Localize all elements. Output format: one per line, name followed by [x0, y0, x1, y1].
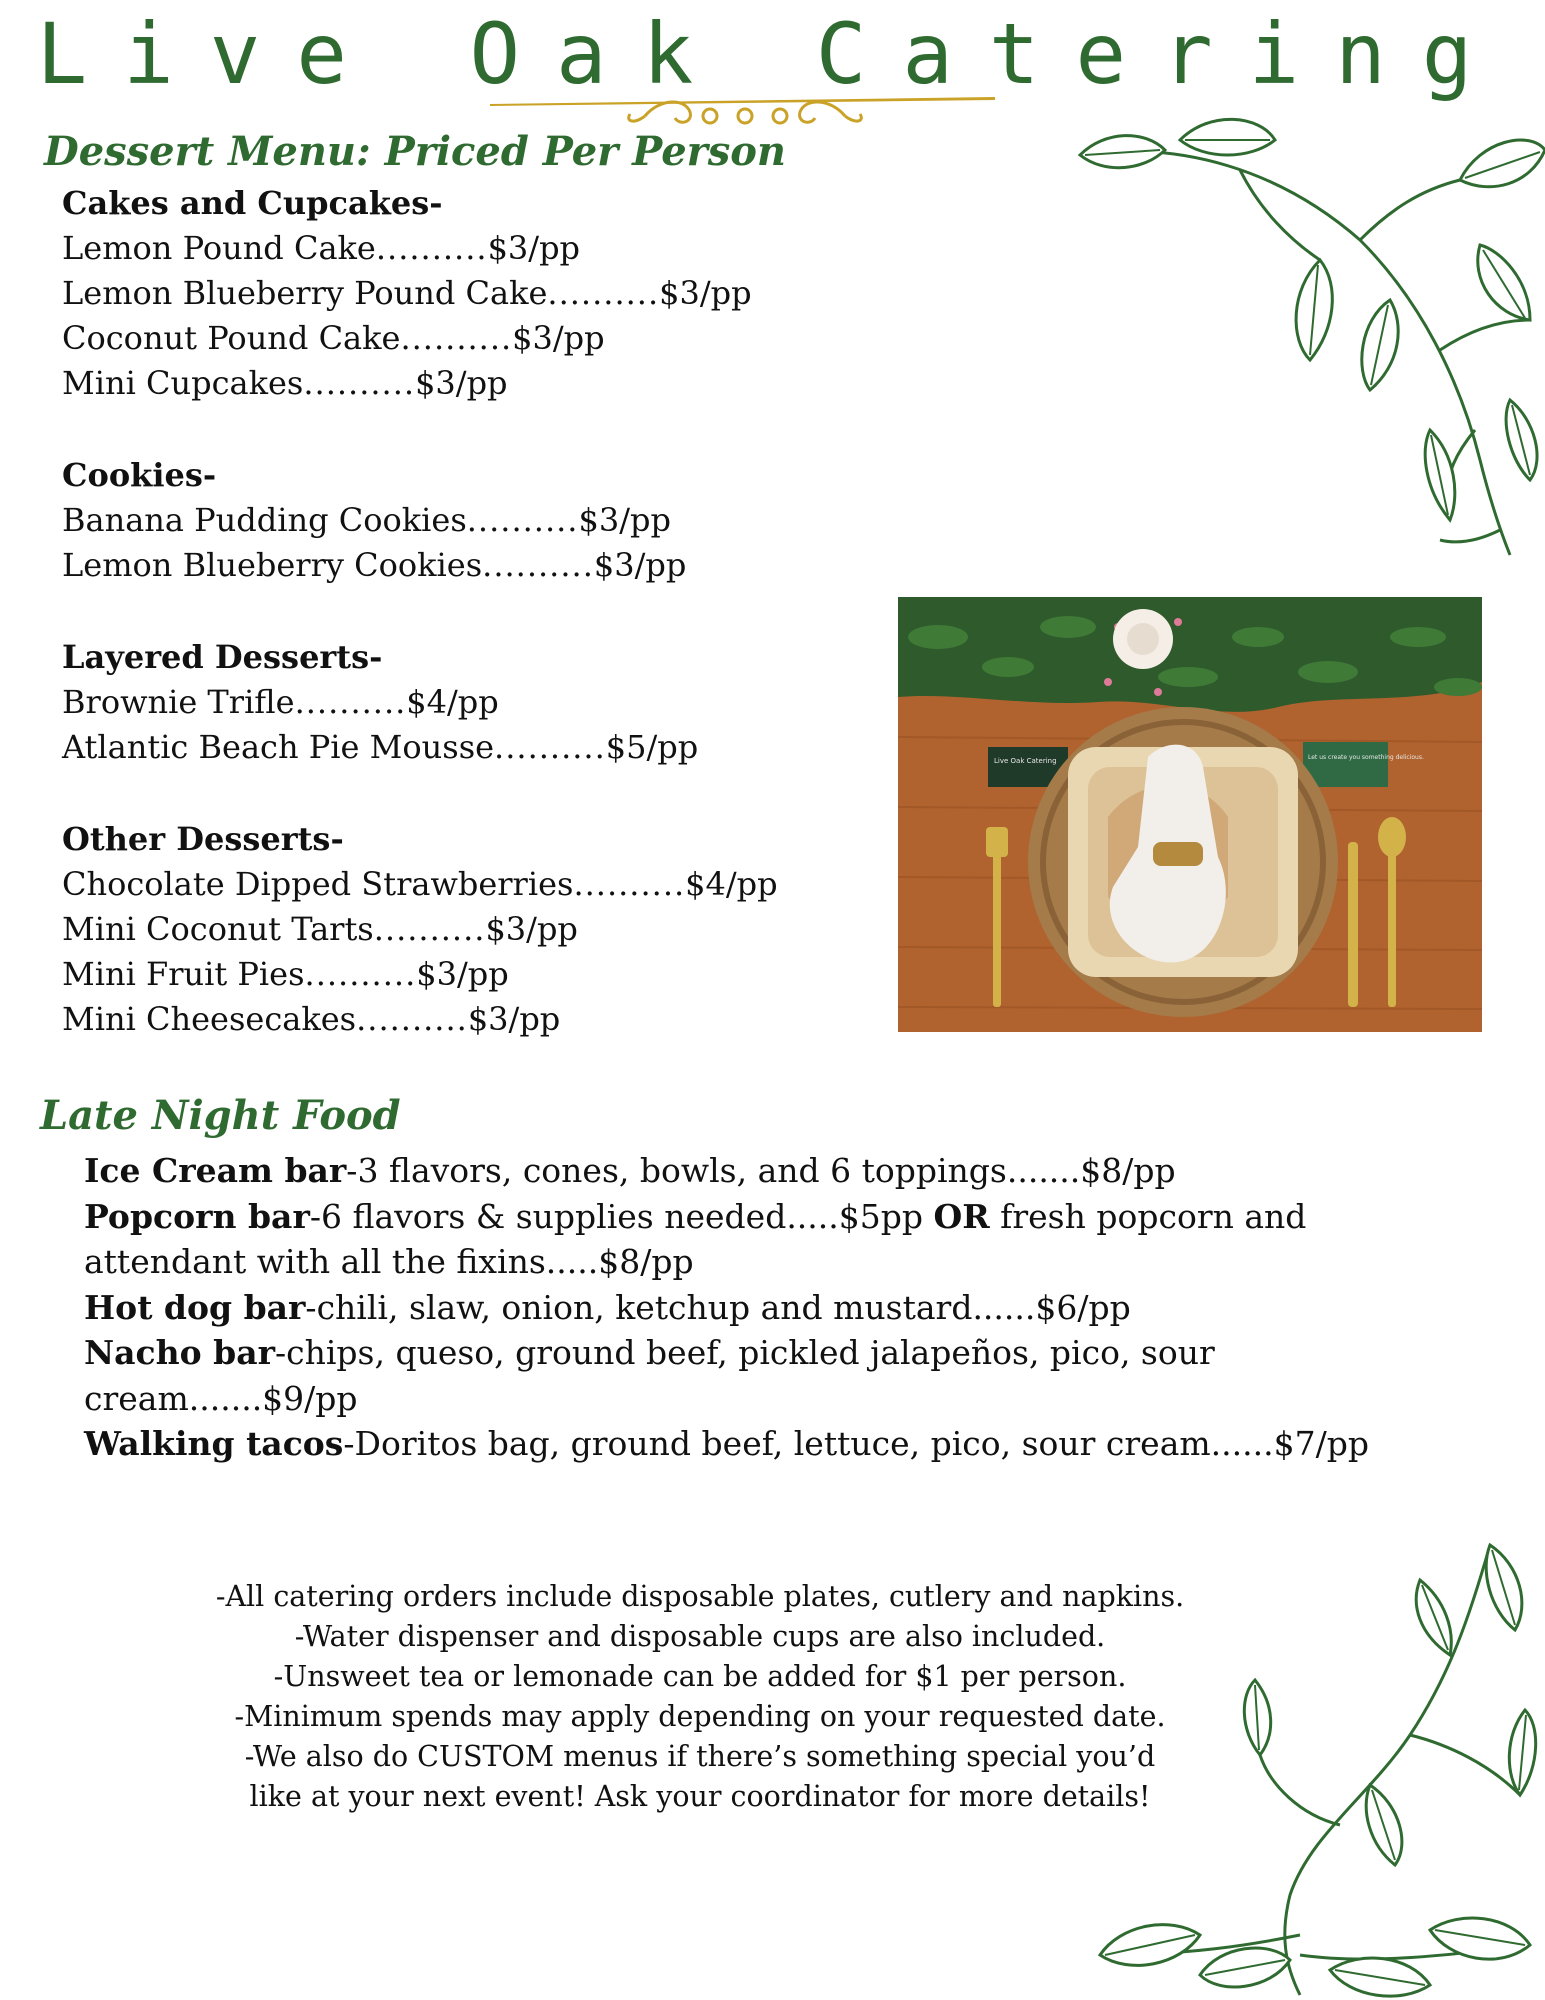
menu-item — [62, 543, 882, 588]
item-dots: .......... — [294, 683, 407, 721]
category-other — [62, 816, 882, 1042]
item-dots: .......... — [375, 229, 488, 267]
item-dots: .......... — [494, 728, 606, 766]
menu-item — [62, 271, 882, 316]
card-right-text: Let us create you something delicious. — [1308, 754, 1424, 761]
item-name: Popcorn bar — [84, 1196, 310, 1236]
menu-item — [62, 680, 882, 725]
note-line: -Unsweet tea or lemonade can be added for $1 per person. — [273, 1660, 1127, 1693]
item-dots: .......... — [466, 501, 579, 539]
item-dots: .......... — [482, 546, 594, 584]
item-description-2: fresh popcorn and attendant with all the fixins.....$8/pp — [84, 1196, 1307, 1281]
item-price: $3/pp — [415, 364, 508, 402]
item-price: $3/pp — [487, 229, 581, 267]
item-name: Lemon Pound Cake — [62, 229, 376, 267]
note-line: -All catering orders include disposable plates, cutlery and napkins. — [215, 1580, 1185, 1613]
item-dots: .......... — [400, 319, 513, 357]
item-name: Lemon Blueberry Cookies — [62, 546, 483, 584]
menu-item — [62, 862, 882, 907]
item-price: $3/pp — [485, 910, 578, 948]
item-description: -6 flavors & supplies needed.....$5pp — [309, 1196, 934, 1236]
menu-item — [62, 498, 882, 543]
vine-decoration-bottom — [1070, 1535, 1545, 2000]
gold-flourish-ornament — [485, 92, 1005, 132]
item-name: Mini Cheesecakes — [62, 1000, 357, 1038]
item-description: -chips, queso, ground beef, pickled jalapeños, pico, sour cream.......$9/pp — [84, 1333, 1215, 1418]
item-name: Hot dog bar — [84, 1287, 306, 1327]
note-line: like at your next event! Ask your coordinator for more details! — [249, 1780, 1151, 1813]
item-name: Atlantic Beach Pie Mousse — [62, 728, 495, 766]
category-title: Cakes and Cupcakes- — [62, 184, 443, 222]
category-title: Cookies- — [62, 456, 217, 494]
item-name: Walking tacos — [84, 1424, 344, 1463]
brand-title: Live Oak Catering — [36, 5, 1509, 103]
item-name: Ice Cream bar — [84, 1151, 347, 1190]
menu-item — [62, 997, 882, 1042]
menu-item — [62, 952, 882, 997]
card-left-text: Live Oak Catering — [994, 757, 1057, 765]
item-price: $3/pp — [512, 319, 605, 357]
late-night-item — [84, 1194, 1374, 1285]
item-name: Mini Cupcakes — [62, 364, 304, 402]
late-night-heading: Late Night Food — [40, 1092, 401, 1139]
item-dots: .......... — [573, 865, 686, 903]
item-dots: .......... — [356, 1000, 468, 1038]
category-title: Other Desserts- — [62, 820, 344, 858]
item-name: Banana Pudding Cookies — [62, 501, 467, 539]
menu-item — [62, 907, 882, 952]
item-name: Lemon Blueberry Pound Cake — [62, 274, 548, 312]
category-cookies — [62, 452, 882, 588]
item-price: $3/pp — [659, 274, 752, 312]
item-name: Nacho bar — [84, 1333, 275, 1372]
item-description: -chili, slaw, onion, ketchup and mustard......$6/pp — [305, 1287, 1131, 1327]
table-setting-photo — [898, 597, 1482, 1032]
menu-item — [62, 316, 882, 361]
item-dots: .......... — [303, 364, 416, 402]
item-name: Mini Fruit Pies — [62, 955, 305, 993]
menu-item — [62, 725, 882, 770]
vine-decoration-top — [1060, 100, 1545, 560]
menu-item — [62, 226, 882, 271]
item-price: $4/pp — [406, 683, 499, 721]
item-description: -3 flavors, cones, bowls, and 6 toppings.......$8/pp — [346, 1151, 1176, 1190]
note-line: -Minimum spends may apply depending on your requested date. — [234, 1700, 1166, 1733]
item-price: $3/pp — [416, 955, 509, 993]
note-line: -We also do CUSTOM menus if there’s something special you’d — [244, 1740, 1156, 1773]
item-name: Brownie Trifle — [62, 683, 295, 721]
late-night-item — [84, 1285, 1374, 1331]
item-price: $4/pp — [685, 865, 778, 903]
item-dots: .......... — [304, 955, 417, 993]
category-layered — [62, 634, 882, 770]
item-price: $3/pp — [578, 501, 671, 539]
dessert-menu-list — [62, 180, 882, 1088]
item-name: Coconut Pound Cake — [62, 319, 401, 357]
item-description: -Doritos bag, ground beef, lettuce, pico, sour cream......$7/pp — [343, 1424, 1369, 1463]
item-name: Mini Coconut Tarts — [62, 910, 374, 948]
note-line: -Water dispenser and disposable cups are also included. — [294, 1620, 1106, 1653]
item-price: $3/pp — [467, 1000, 561, 1038]
item-price: $3/pp — [593, 546, 687, 584]
late-night-item — [84, 1148, 1374, 1194]
or-label: OR — [933, 1196, 990, 1236]
item-price: $5/pp — [605, 728, 699, 766]
item-dots: .......... — [373, 910, 486, 948]
category-title: Layered Desserts- — [62, 638, 383, 676]
dessert-menu-heading: Dessert Menu: Priced Per Person — [44, 128, 786, 175]
menu-item — [62, 361, 882, 406]
category-cakes — [62, 180, 882, 406]
late-night-item — [84, 1421, 1374, 1467]
item-dots: .......... — [547, 274, 660, 312]
late-night-list — [84, 1148, 1374, 1467]
item-name: Chocolate Dipped Strawberries — [62, 865, 574, 903]
late-night-item — [84, 1330, 1374, 1421]
